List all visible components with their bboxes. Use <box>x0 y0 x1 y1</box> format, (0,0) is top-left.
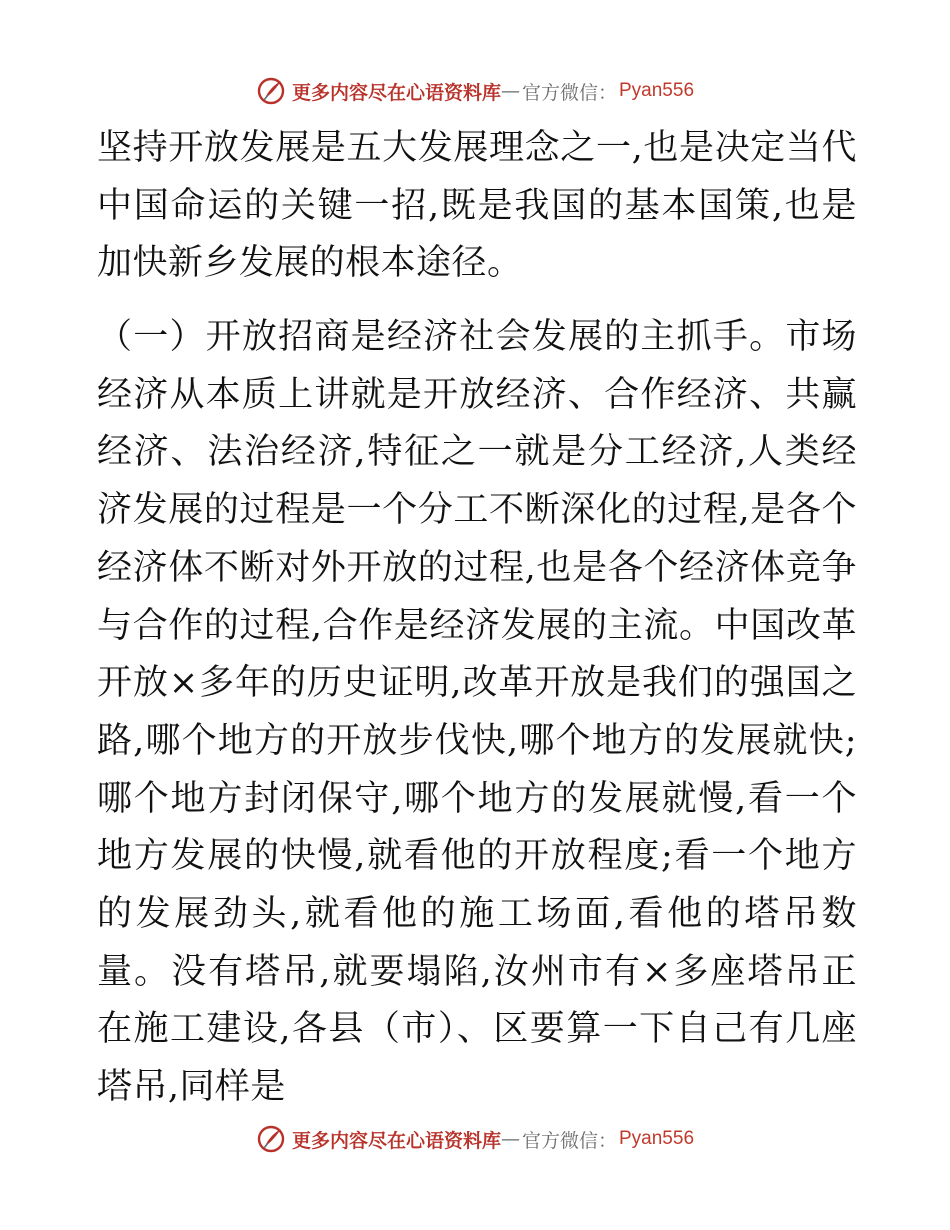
banner-wechat-label: 官方微信： <box>521 81 617 104</box>
banner-dash: — <box>500 80 520 102</box>
header-banner <box>0 71 950 111</box>
body-paragraph-1: 坚持开放发展是五大发展理念之一,也是决定当代中国命运的关键一招,既是我国的基本国策,也是加快新乡发展的根本途径。 <box>97 128 857 284</box>
banner-wechat-id: Pyan556 <box>619 1128 695 1149</box>
banner-wechat-label: 官方微信： <box>521 1129 617 1152</box>
body-paragraph-2: （一）开放招商是经济社会发展的主抓手。市场经济从本质上讲就是开放经济、合作经济、共赢经济、法治经济,特征之一就是分工经济,人类经济发展的过程是一个分工不断深化的过程,是各个经济体不断对外开放的过程,也是各个经济体竞争与合作的过程,合作是经济发展的主流。中国改革开放×多年的历史证明,改革开放是我们的强国之路,哪个地方的开放步伐快,哪个地方的发展就快;哪个地方封闭保守,哪个地方的发展就慢,看一个地方发展的快慢,就看他的开放程度;看一个地方的发展劲头,就看他的施工场面,看他的塔吊数量。没有塔吊,就要塌陷,汝州市有×多座塔吊正在施工建设,各县（市）、区要算一下自己有几座塔吊,同样是 <box>97 317 857 1108</box>
quill-pen-logo-icon <box>256 1124 286 1154</box>
banner-dash: — <box>500 1128 520 1150</box>
banner-title: 更多内容尽在心语资料库 <box>291 81 501 104</box>
quill-pen-logo-icon <box>256 76 286 106</box>
footer-banner <box>0 1119 950 1159</box>
banner-title: 更多内容尽在心语资料库 <box>291 1129 501 1152</box>
banner-wechat-id: Pyan556 <box>619 80 695 101</box>
